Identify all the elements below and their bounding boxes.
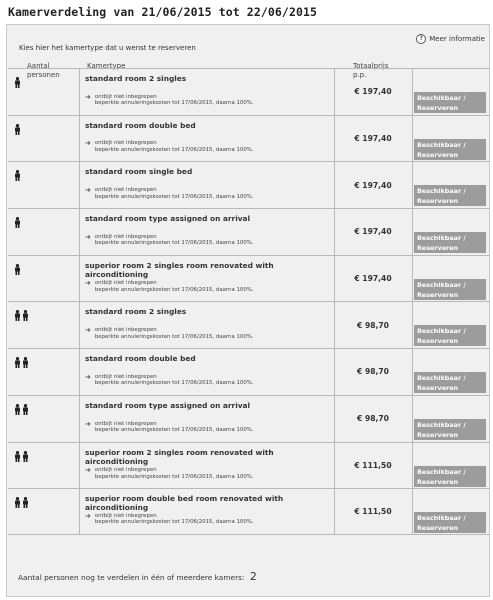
room-type-cell xyxy=(80,162,334,208)
book-button-line2: Reserveren xyxy=(417,337,459,346)
person-icon xyxy=(14,357,21,368)
column-divider xyxy=(334,302,335,348)
room-type-cell xyxy=(80,302,334,348)
room-row xyxy=(8,255,490,302)
room-conditions xyxy=(85,327,254,340)
conditions-text xyxy=(95,513,254,526)
conditions-text xyxy=(95,187,254,200)
room-conditions xyxy=(85,374,254,387)
book-button[interactable] xyxy=(414,419,486,440)
room-name: standard room type assigned on arrival xyxy=(85,214,251,224)
book-button[interactable] xyxy=(414,92,486,113)
arrow-right-icon: ➜ xyxy=(85,139,91,148)
person-icon xyxy=(14,124,21,135)
room-table xyxy=(8,68,490,535)
help-circle-icon: ? xyxy=(416,34,426,44)
column-divider xyxy=(412,69,413,115)
person-icon xyxy=(14,170,21,181)
book-button[interactable] xyxy=(414,512,486,533)
conditions-text xyxy=(95,94,254,107)
conditions-text xyxy=(95,140,254,153)
conditions-text xyxy=(95,421,254,434)
room-name: superior room double bed room renovated with airconditioning xyxy=(85,494,284,513)
arrow-right-icon: ➜ xyxy=(85,511,91,520)
room-price: € 98,70 xyxy=(357,414,389,424)
conditions-text xyxy=(95,467,254,480)
room-name: standard room double bed xyxy=(85,354,196,364)
cancellation-info: beperkte annuleringskosten tot 17/06/2015, daarna 100%. xyxy=(94,519,254,526)
room-row xyxy=(8,68,490,115)
room-name: superior room 2 singles room renovated with airconditioning xyxy=(85,260,274,279)
room-row xyxy=(8,442,490,489)
room-type-cell xyxy=(80,69,334,115)
cancellation-info: beperkte annuleringskosten tot 17/06/2015, daarna 100%. xyxy=(94,286,254,293)
room-price: € 197,40 xyxy=(354,274,392,284)
arrow-right-icon: ➜ xyxy=(85,372,91,381)
person-icon xyxy=(22,497,29,508)
room-name: standard room 2 singles xyxy=(85,74,187,83)
room-name: standard room type assigned on arrival xyxy=(85,400,251,410)
arrow-right-icon: ➜ xyxy=(85,326,91,335)
book-button-line2: Reserveren xyxy=(417,430,459,439)
room-name: superior room 2 singles room renovated with airconditioning xyxy=(85,447,274,466)
cancellation-info: beperkte annuleringskosten tot 17/06/2015, daarna 100%. xyxy=(94,427,254,433)
page-title: Kamerverdeling van 21/06/2015 tot 22/06/2015 xyxy=(8,5,318,19)
room-type-cell xyxy=(80,349,334,395)
header-room-type: Kamertype xyxy=(87,62,126,70)
room-conditions xyxy=(85,187,254,200)
more-info-link[interactable] xyxy=(416,34,485,44)
room-row xyxy=(8,208,490,255)
persons-icons xyxy=(14,217,21,228)
room-price: € 111,50 xyxy=(354,507,392,517)
room-price: € 197,40 xyxy=(354,227,392,237)
conditions-text xyxy=(95,280,254,293)
column-divider xyxy=(334,396,335,442)
book-button-line2: Reserveren xyxy=(417,150,459,159)
book-button-line1: Beschikbaar / xyxy=(417,327,466,336)
more-info-label: Meer informatie xyxy=(429,35,485,43)
column-divider xyxy=(334,443,335,489)
breakfast-info: ontbijt niet inbegrepen xyxy=(94,373,157,380)
book-button-line1: Beschikbaar / xyxy=(417,514,466,523)
room-price: € 98,70 xyxy=(357,320,389,330)
room-name: standard room 2 singles xyxy=(85,307,187,317)
conditions-text xyxy=(95,234,254,247)
breakfast-info: ontbijt niet inbegrepen xyxy=(94,233,157,240)
persons-icons xyxy=(14,170,21,181)
room-type-cell xyxy=(80,209,334,255)
room-conditions xyxy=(85,234,254,247)
breakfast-info: ontbijt niet inbegrepen xyxy=(94,467,157,474)
room-row xyxy=(8,395,490,442)
room-conditions xyxy=(85,467,254,480)
room-price: € 197,40 xyxy=(354,87,392,97)
persons-icons xyxy=(14,310,29,321)
book-button[interactable] xyxy=(414,139,486,160)
intro-text: Kies hier het kamertype dat u wenst te reserveren xyxy=(19,44,196,52)
person-icon xyxy=(14,497,21,508)
room-row xyxy=(8,161,490,208)
room-price: € 197,40 xyxy=(354,134,392,144)
cancellation-info: beperkte annuleringskosten tot 17/06/2015, daarna 100%. xyxy=(94,473,254,480)
book-button-line2: Reserveren xyxy=(417,477,459,486)
arrow-right-icon: ➜ xyxy=(85,466,91,475)
conditions-text xyxy=(95,374,254,387)
persons-icons xyxy=(14,404,29,415)
remaining-persons-count: 2 xyxy=(249,570,257,583)
book-button[interactable] xyxy=(414,185,486,206)
column-divider xyxy=(412,209,413,255)
book-button[interactable] xyxy=(414,232,486,253)
book-button-line1: Beschikbaar / xyxy=(417,187,466,196)
breakfast-info: ontbijt niet inbegrepen xyxy=(94,280,157,287)
person-icon xyxy=(22,451,29,462)
cancellation-info: beperkte annuleringskosten tot 17/06/2015, daarna 100%. xyxy=(94,380,254,387)
room-row xyxy=(8,301,490,348)
room-type-cell xyxy=(80,396,334,442)
breakfast-info: ontbijt niet inbegrepen xyxy=(94,420,157,427)
book-button-line1: Beschikbaar / xyxy=(417,374,466,383)
person-icon xyxy=(14,404,21,415)
header-total-line2: p.p. xyxy=(353,71,367,79)
header-persons-line1: Aantal xyxy=(27,62,50,70)
breakfast-info: ontbijt niet inbegrepen xyxy=(94,512,157,519)
book-button-line1: Beschikbaar / xyxy=(417,140,466,149)
book-button-line1: Beschikbaar / xyxy=(417,280,466,289)
column-divider xyxy=(334,349,335,395)
book-button[interactable] xyxy=(414,466,486,487)
arrow-right-icon: ➜ xyxy=(85,419,91,428)
column-divider xyxy=(412,443,413,489)
room-type-cell xyxy=(80,116,334,162)
book-button-line2: Reserveren xyxy=(417,524,459,533)
arrow-right-icon: ➜ xyxy=(85,279,91,288)
book-button[interactable] xyxy=(414,372,486,393)
book-button-line2: Reserveren xyxy=(417,104,459,112)
room-name: standard room double bed xyxy=(85,120,196,130)
person-icon xyxy=(22,404,29,415)
person-icon xyxy=(22,357,29,368)
book-button-line1: Beschikbaar / xyxy=(417,467,466,476)
room-conditions xyxy=(85,421,254,434)
room-row xyxy=(8,348,490,395)
column-divider xyxy=(334,69,335,115)
column-divider xyxy=(334,209,335,255)
cancellation-info: beperkte annuleringskosten tot 17/06/2015, daarna 100%. xyxy=(94,193,254,200)
header-persons-line2: personen xyxy=(27,71,60,79)
column-divider xyxy=(412,302,413,348)
persons-icons xyxy=(14,497,29,508)
cancellation-info: beperkte annuleringskosten tot 17/06/2015, daarna 100%. xyxy=(94,146,254,153)
cancellation-info: beperkte annuleringskosten tot 17/06/2015, daarna 100%. xyxy=(94,333,254,340)
cancellation-info: beperkte annuleringskosten tot 17/06/2015, daarna 100%. xyxy=(94,240,254,247)
person-icon xyxy=(14,77,21,88)
column-divider xyxy=(412,489,413,534)
persons-icons xyxy=(14,357,29,368)
person-icon xyxy=(22,310,29,321)
arrow-right-icon: ➜ xyxy=(85,232,91,241)
room-type-cell xyxy=(80,443,334,489)
persons-icons xyxy=(14,264,21,275)
book-button[interactable] xyxy=(414,279,486,300)
persons-icons xyxy=(14,124,21,135)
conditions-text xyxy=(95,327,254,340)
person-icon xyxy=(14,264,21,275)
person-icon xyxy=(14,310,21,321)
column-divider xyxy=(412,116,413,162)
book-button-line1: Beschikbaar / xyxy=(417,420,466,429)
person-icon xyxy=(14,217,21,228)
book-button-line2: Reserveren xyxy=(417,384,459,393)
room-conditions xyxy=(85,280,254,293)
breakfast-info: ontbijt niet inbegrepen xyxy=(94,327,157,334)
breakfast-info: ontbijt niet inbegrepen xyxy=(94,140,157,147)
room-conditions xyxy=(85,140,254,153)
room-name: standard room single bed xyxy=(85,167,193,177)
book-button-line1: Beschikbaar / xyxy=(417,234,466,243)
column-divider xyxy=(412,256,413,302)
room-type-cell xyxy=(80,256,334,302)
cancellation-info: beperkte annuleringskosten tot 17/06/2015, daarna 100%. xyxy=(94,100,254,107)
remaining-persons xyxy=(18,570,257,583)
person-icon xyxy=(14,451,21,462)
room-type-cell xyxy=(80,489,334,534)
breakfast-info: ontbijt niet inbegrepen xyxy=(94,187,157,194)
column-divider xyxy=(412,162,413,208)
column-divider xyxy=(334,256,335,302)
breakfast-info: ontbijt niet inbegrepen xyxy=(94,93,157,100)
book-button-line2: Reserveren xyxy=(417,244,459,253)
remaining-persons-label: Aantal personen nog te verdelen in één of meerdere kamers: xyxy=(18,573,245,582)
room-row xyxy=(8,488,490,535)
book-button-line1: Beschikbaar / xyxy=(417,94,466,102)
header-total-line1: Totaalprijs xyxy=(353,62,389,70)
book-button-line2: Reserveren xyxy=(417,290,459,299)
column-divider xyxy=(334,162,335,208)
arrow-right-icon: ➜ xyxy=(85,186,91,195)
column-divider xyxy=(412,349,413,395)
persons-icons xyxy=(14,77,21,88)
book-button[interactable] xyxy=(414,325,486,346)
persons-icons xyxy=(14,451,29,462)
column-divider xyxy=(334,116,335,162)
room-price: € 197,40 xyxy=(354,180,392,190)
book-button-line2: Reserveren xyxy=(417,197,459,206)
column-divider xyxy=(334,489,335,534)
arrow-right-icon: ➜ xyxy=(85,92,91,101)
room-conditions xyxy=(85,513,254,526)
room-price: € 111,50 xyxy=(354,460,392,470)
room-conditions xyxy=(85,94,254,107)
column-divider xyxy=(412,396,413,442)
room-row xyxy=(8,115,490,162)
room-price: € 98,70 xyxy=(357,367,389,377)
